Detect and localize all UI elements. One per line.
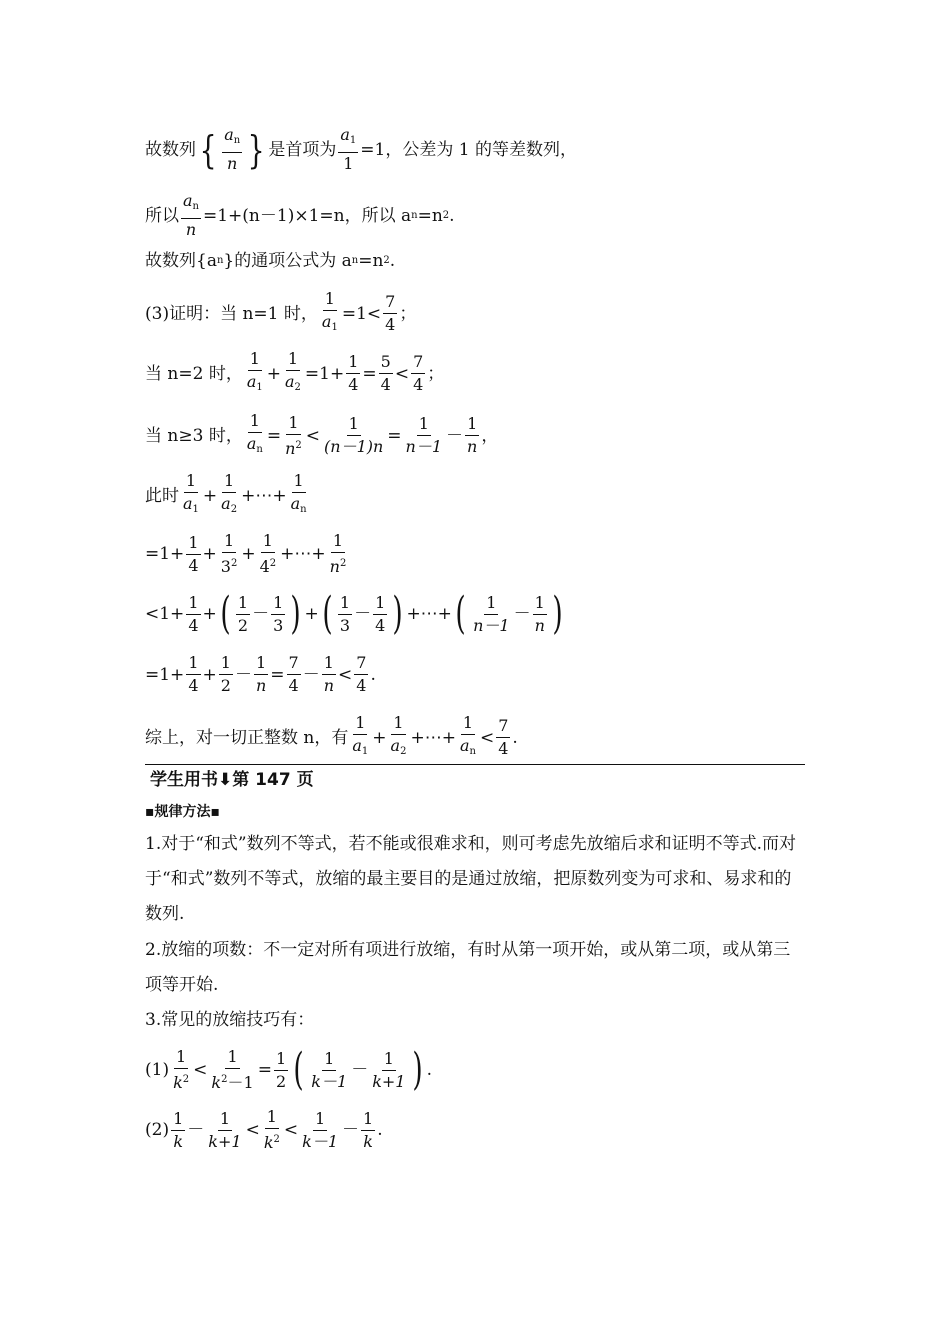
text: < <box>394 363 410 384</box>
text: + <box>202 664 217 685</box>
fraction: $\frac{1}{a_2}$ <box>390 713 407 757</box>
text: － <box>351 1060 369 1080</box>
text: + <box>266 363 281 384</box>
text: . <box>512 727 518 748</box>
fraction: $\frac{1}{k^2}$ <box>263 1107 280 1152</box>
fraction: $\frac{1}{n}$ <box>467 414 478 456</box>
fraction: $\frac{1}{k^2-1}$ <box>211 1047 254 1092</box>
text: + <box>202 604 217 624</box>
text: < <box>283 1120 299 1140</box>
fraction: $\frac{1}{n^2}$ <box>285 412 302 458</box>
fraction: $\frac{1}{k-1}$ <box>302 1108 339 1151</box>
fraction: $\frac{1}{n}$ <box>255 653 267 695</box>
text: =n <box>358 251 384 271</box>
fraction: $\frac{1}{(n-1)n}$ <box>324 414 384 456</box>
fraction: $\frac{a_1}{1}$ <box>340 125 357 173</box>
fraction: $\frac{1}{4^2}$ <box>259 531 277 576</box>
text: . <box>370 664 376 685</box>
text: － <box>302 664 320 685</box>
method-paragraph-1: 1.对于“和式”数列不等式，若不能或很难求和，则可考虑先放缩后求和证明不等式.而对于“和式”数列不等式，放缩的最主要目的是通过放缩，把原数列变为可求和、易求和的数列. <box>145 834 797 924</box>
fraction: $\frac{1}{k}$ <box>173 1108 184 1151</box>
line-9 <box>145 588 566 639</box>
text: 所以 <box>145 205 179 226</box>
fraction: $\frac{7}{4}$ <box>498 716 509 758</box>
text: 当 n≥3 时， <box>145 425 243 446</box>
paren-right: ) <box>392 588 404 639</box>
fraction: $\frac{1}{k}$ <box>363 1108 374 1151</box>
fraction: $\frac{1}{n-1}$ <box>473 592 510 635</box>
fraction: $\frac{1}{3}$ <box>273 592 284 635</box>
paren-right: ) <box>290 588 302 639</box>
text: 故数列 <box>145 139 196 160</box>
text: ， <box>481 425 499 446</box>
method-paragraph-2: 2.放缩的项数：不一定对所有项进行放缩，有时从第一项开始，或从第二项，或从第三项等开始. <box>145 940 791 995</box>
text: . <box>377 1120 383 1140</box>
text: － <box>234 664 252 685</box>
fraction: $\frac{1}{k-1}$ <box>311 1048 348 1091</box>
text: }的通项公式为 a <box>223 251 352 271</box>
text: 综上，对一切正整数 n，有 <box>145 727 349 748</box>
fraction: $\frac{1}{4}$ <box>188 592 199 635</box>
line-3: 故数列{a n }的通项公式为 a n =n 2 . <box>145 251 396 271</box>
text: =1，公差为 1 的等差数列， <box>360 139 577 160</box>
fraction: $\frac{1}{4}$ <box>375 592 386 635</box>
text: < <box>193 1060 208 1080</box>
paren-right: ) <box>412 1044 424 1095</box>
text: ； <box>427 363 445 384</box>
paren-left: ( <box>455 588 466 639</box>
text: = <box>270 664 285 685</box>
line-1 <box>145 126 577 173</box>
text: . <box>449 205 455 226</box>
fraction: $\frac{1}{n}$ <box>323 653 334 695</box>
fraction: $\frac{1}{2}$ <box>237 592 249 635</box>
method-paragraph-3: 3.常见的放缩技巧有： <box>145 1010 315 1030</box>
text: . <box>389 251 396 271</box>
text: － <box>513 604 531 624</box>
brace-right: } <box>247 127 265 172</box>
text: . <box>426 1060 433 1080</box>
text: (3)证明：当 n=1 时， <box>145 303 318 324</box>
fraction: $\frac{7}{4}$ <box>356 653 367 695</box>
fraction: $\frac{1}{a_2}$ <box>221 471 238 515</box>
paren-right: ) <box>552 588 563 639</box>
line-6 <box>145 412 498 459</box>
text: = <box>362 363 377 384</box>
text: － <box>446 425 464 446</box>
line-7 <box>145 472 311 519</box>
paren-left: ( <box>293 1044 304 1095</box>
text: < <box>479 727 495 748</box>
fraction: $\frac{5}{4}$ <box>380 352 391 394</box>
fraction: $\frac{1}{a_2}$ <box>285 349 301 393</box>
text: + <box>304 604 319 624</box>
text: － <box>354 604 372 624</box>
paren-left: ( <box>322 588 333 639</box>
fraction: $\frac{1}{k+1}$ <box>208 1108 242 1151</box>
text: ； <box>399 303 417 324</box>
section-header: 学生用书⬇第 147 页 <box>150 770 314 790</box>
text: + <box>372 727 387 748</box>
text: +⋯+ <box>410 727 456 748</box>
text: =1+ <box>304 363 345 384</box>
fraction: $\frac{1}{n^2}$ <box>329 531 347 576</box>
text: < <box>305 425 321 446</box>
fraction: $\frac{1}{a_n}$ <box>246 411 263 455</box>
text: =n <box>417 205 443 226</box>
line-2: 所以 $\frac{a_n}{n}$ =1+(n－1)×1=n，所以 a n =n 2 . <box>145 191 455 239</box>
text: 是首项为 <box>268 139 337 160</box>
technique-2 <box>145 1108 383 1152</box>
fraction: $\frac{1}{n-1}$ <box>405 414 443 456</box>
fraction: $\frac{1}{4}$ <box>188 532 199 575</box>
section-subtitle: ▪规律方法▪ <box>145 804 220 820</box>
fraction: $\frac{1}{k^2}$ <box>173 1047 190 1092</box>
text: =1+ <box>145 664 185 685</box>
fraction: $\frac{1}{n}$ <box>534 592 545 635</box>
line-4 <box>145 290 416 337</box>
line-11 <box>145 714 518 761</box>
text: (1) <box>145 1060 170 1080</box>
text: +⋯+ <box>406 604 452 624</box>
fraction: $\frac{1}{3^2}$ <box>220 531 238 576</box>
fraction: $\frac{a_n}{n}$ <box>224 125 241 173</box>
text: + <box>241 544 256 564</box>
line-8 <box>145 532 350 576</box>
section-divider <box>145 764 805 765</box>
fraction: $\frac{1}{a_1}$ <box>246 349 263 393</box>
fraction: $\frac{1}{4}$ <box>348 352 359 394</box>
text: +⋯+ <box>280 544 326 564</box>
text: － <box>342 1120 360 1140</box>
fraction: $\frac{1}{k+1}$ <box>372 1048 406 1091</box>
fraction: $\frac{1}{a_n}$ <box>290 471 307 515</box>
text: － <box>252 604 270 624</box>
fraction: $\frac{1}{a_1}$ <box>183 471 199 515</box>
brace-left: { <box>199 127 217 172</box>
text: = <box>387 425 402 446</box>
line-5 <box>145 350 444 397</box>
fraction: $\frac{1}{4}$ <box>188 653 199 695</box>
text: =1< <box>341 303 382 324</box>
text: + <box>202 544 217 564</box>
fraction: $\frac{7}{4}$ <box>288 653 299 695</box>
text: =1+ <box>145 544 185 564</box>
fraction: $\frac{1}{2}$ <box>275 1048 287 1091</box>
fraction: $\frac{1}{3}$ <box>339 592 351 635</box>
text: < <box>245 1120 260 1140</box>
text: 当 n=2 时， <box>145 363 243 384</box>
line-10 <box>145 654 376 695</box>
technique-1 <box>145 1044 433 1095</box>
text: + <box>202 485 218 506</box>
text: 此时 <box>145 485 179 506</box>
fraction: $\frac{1}{a_n}$ <box>459 713 476 757</box>
paren-left: ( <box>220 588 231 639</box>
text: < <box>338 664 353 685</box>
text: = <box>257 1060 272 1080</box>
text: － <box>187 1120 205 1140</box>
text: =1+(n－1)×1=n，所以 a <box>203 205 412 226</box>
fraction: $\frac{a_n}{n}$ <box>183 191 199 239</box>
text: = <box>266 425 282 446</box>
fraction: $\frac{7}{4}$ <box>413 352 424 394</box>
fraction: $\frac{7}{4}$ <box>385 292 396 334</box>
fraction: $\frac{1}{a_1}$ <box>352 713 369 757</box>
text: 故数列{a <box>145 251 217 271</box>
text: <1+ <box>145 604 185 624</box>
text: +⋯+ <box>241 485 287 506</box>
fraction: $\frac{1}{2}$ <box>220 653 231 695</box>
fraction: $\frac{1}{a_1}$ <box>321 289 338 333</box>
text: (2) <box>145 1120 170 1140</box>
